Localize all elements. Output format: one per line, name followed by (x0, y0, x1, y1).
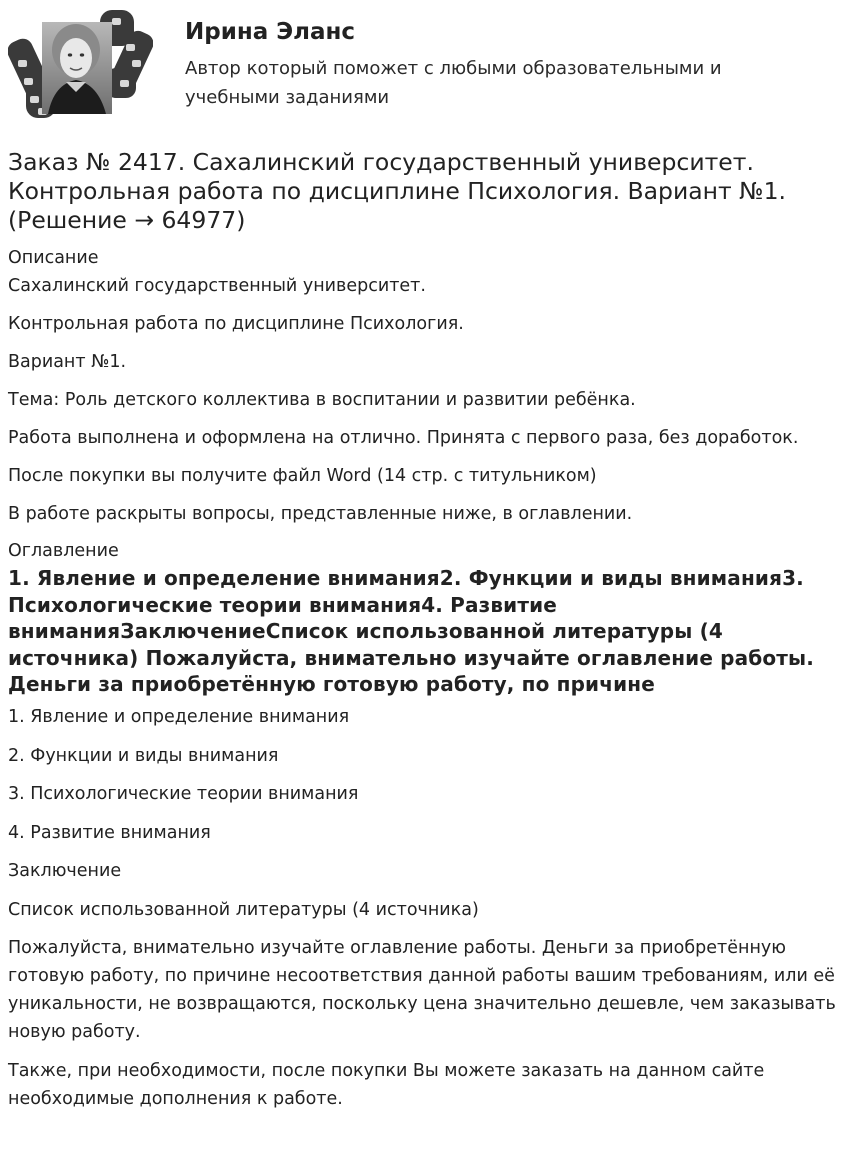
description-paragraph: В работе раскрыты вопросы, представленные ниже, в оглавлении. (8, 504, 633, 524)
toc-item: 1. Явление и определение внимания (8, 707, 350, 727)
toc-summary: 1. Явление и определение внимания2. Функции и виды внимания3. Психологические теории внимания4. Развитие вниманияЗаключениеСписок использованной литературы (4 источника) Пожалуйста, внимательно изучайте оглавление работы. Деньги за приобретённую готовую работу, по причине (8, 566, 815, 696)
toc-item: 2. Функции и виды внимания (8, 745, 279, 766)
description-paragraph: После покупки вы получите файл Word (14 стр. с титульником) (8, 466, 597, 486)
toc-item: Список использованной литературы (4 источника) (8, 899, 479, 920)
toc-note: Также, при необходимости, после покупки Вы можете заказать на данном сайте необходимые дополнения к работе. (8, 1060, 765, 1109)
author-avatar (8, 8, 153, 126)
author-description: Автор который поможет с любыми образовательными и учебными заданиями (185, 58, 722, 108)
order-title: Заказ № 2417. Сахалинский государственный университет. Контрольная работа по дисциплине Психология. Вариант №1. (Решение → 64977) (8, 148, 787, 234)
description-paragraph: Работа выполнена и оформлена на отлично. Принята с первого раза, без доработок. (8, 428, 799, 448)
toc-note: Пожалуйста, внимательно изучайте оглавление работы. Деньги за приобретённую готовую работу, по причине несоответствия данной работы вашим требованиям, или её уникальности, не возвращаются, поскольку цена значительно дешевле, чем заказывать новую работу. (8, 938, 836, 1042)
description-paragraph: Тема: Роль детского коллектива в воспитании и развитии ребёнка. (8, 390, 636, 410)
description-paragraph: Вариант №1. (8, 352, 127, 372)
toc-item: 3. Психологические теории внимания (8, 784, 359, 804)
toc-label: Оглавление (8, 541, 119, 561)
toc-item: 4. Развитие внимания (8, 822, 211, 843)
description-label: Описание (8, 248, 99, 268)
toc-item: Заключение (8, 861, 122, 881)
order-content (8, 245, 838, 1123)
description-paragraph: Контрольная работа по дисциплине Психология. (8, 314, 464, 334)
author-card (8, 8, 838, 126)
toc-list (8, 703, 838, 1113)
author-name[interactable]: Ирина Эланс (185, 19, 356, 45)
description-paragraph: Сахалинский государственный университет. (8, 276, 426, 296)
